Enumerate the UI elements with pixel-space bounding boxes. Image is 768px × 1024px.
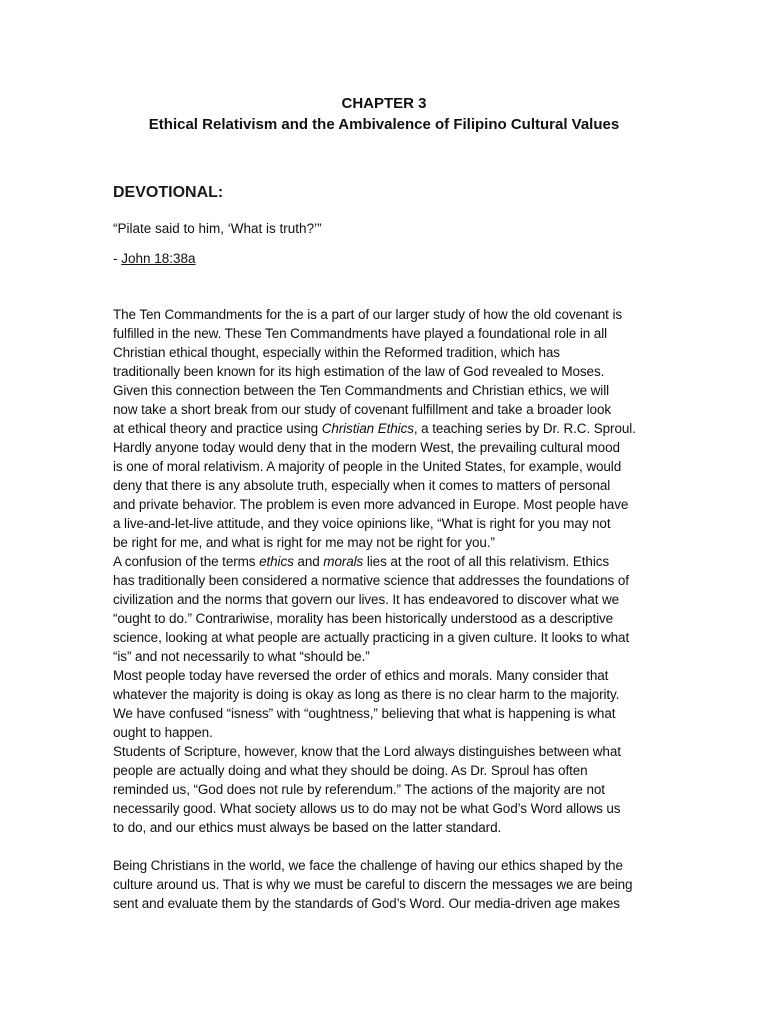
text-line: reminded us, “God does not rule by referendum.” The actions of the majority are not [113,782,605,797]
text-line: “is” and not necessarily to what “should be.” [113,649,370,664]
text-line: civilization and the norms that govern our lives. It has endeavored to discover what we [113,592,620,607]
text-line: “ought to do.” Contrariwise, morality has been historically understood as a descriptive [113,611,614,626]
text-line: The Ten Commandments for the is a part of our larger study of how the old covenant is [113,307,623,322]
scripture-quote: “Pilate said to him, ‘What is truth?’” [113,221,322,236]
text-line: be right for me, and what is right for me may not be right for you.” [113,535,495,550]
text-line: a live-and-let-live attitude, and they voice opinions like, “What is right for you may not [113,516,611,531]
text-line: Given this connection between the Ten Commandments and Christian ethics, we will [113,383,610,398]
text-line: fulfilled in the new. These Ten Commandments have played a foundational role in all [113,326,608,341]
series-title-italic: Christian Ethics [321,421,414,436]
text-line: science, looking at what people are actually practicing in a given culture. It looks to what [113,630,630,645]
term-italic: ethics [259,554,294,569]
chapter-number: CHAPTER 3 [341,95,427,112]
body-text [113,305,658,913]
text-run: lies at the root of all this relativism. Ethics [363,554,610,569]
text-line: traditionally been known for its high estimation of the law of God revealed to Moses. [113,364,605,379]
chapter-title: Ethical Relativism and the Ambivalence of Filipino Cultural Values [148,116,620,133]
text-line [113,552,658,571]
text-line: Being Christians in the world, we face the challenge of having our ethics shaped by the [113,858,623,873]
text-line: Most people today have reversed the order of ethics and morals. Many consider that [113,668,609,683]
text-line [113,419,658,438]
text-line: We have confused “isness” with “oughtness,” believing that what is happening is what [113,706,616,721]
text-line: culture around us. That is why we must be careful to discern the messages we are being [113,877,633,892]
text-line: to do, and our ethics must always be based on the latter standard. [113,820,502,835]
text-line: has traditionally been considered a normative science that addresses the foundations of [113,573,629,588]
scripture-citation [113,250,196,268]
text-line: and private behavior. The problem is even more advanced in Europe. Most people have [113,497,629,512]
text-line: Students of Scripture, however, know that the Lord always distinguishes between what [113,744,621,759]
text-line: sent and evaluate them by the standards of God’s Word. Our media-driven age makes [113,896,620,911]
text-line: ought to happen. [113,725,213,740]
paragraph-gap [113,837,658,856]
text-run: A confusion of the terms [113,554,260,569]
text-line: now take a short break from our study of covenant fulfillment and take a broader look [113,402,612,417]
text-run: at ethical theory and practice using [113,421,322,436]
text-line: is one of moral relativism. A majority of people in the United States, for example, would [113,459,622,474]
citation-dash: - [113,251,122,266]
chapter-heading [0,93,768,135]
citation-reference: John 18:38a [121,251,196,266]
text-line: necessarily good. What society allows us to do may not be what God’s Word allows us [113,801,621,816]
devotional-heading: DEVOTIONAL: [113,184,224,201]
text-line: Christian ethical thought, especially within the Reformed tradition, which has [113,345,560,360]
text-line: whatever the majority is doing is okay as long as there is no clear harm to the majority. [113,687,620,702]
text-line: Hardly anyone today would deny that in the modern West, the prevailing cultural mood [113,440,620,455]
text-line: deny that there is any absolute truth, especially when it comes to matters of personal [113,478,611,493]
term-italic: morals [323,554,364,569]
text-run: , a teaching series by Dr. R.C. Sproul. [413,421,636,436]
text-line: people are actually doing and what they should be doing. As Dr. Sproul has often [113,763,588,778]
text-run: and [293,554,324,569]
